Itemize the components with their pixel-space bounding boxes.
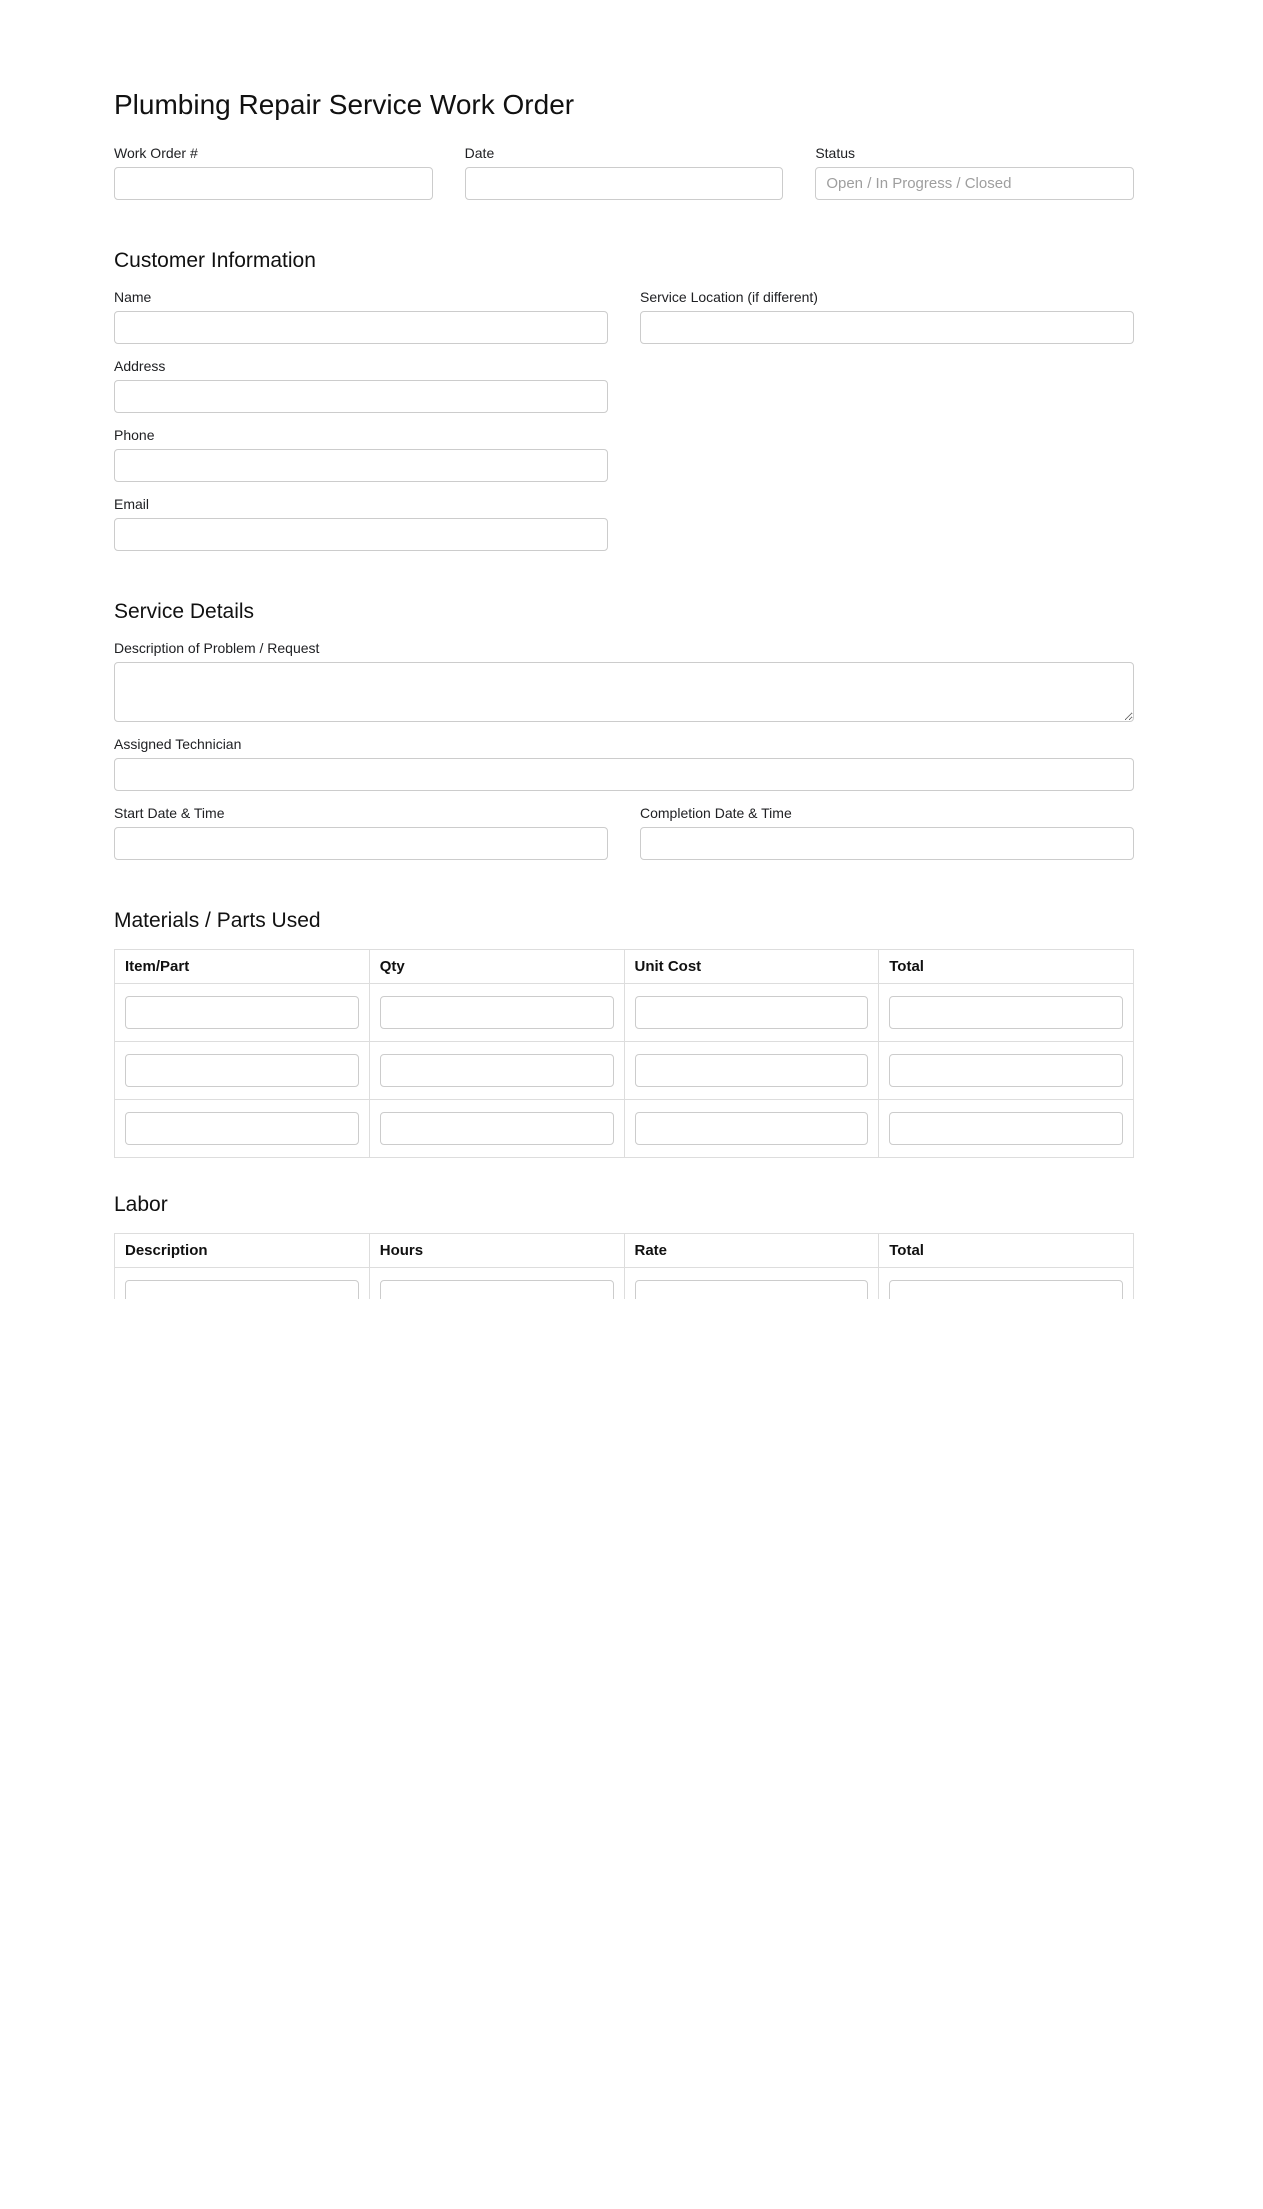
- labor-heading: Labor: [114, 1193, 168, 1216]
- materials-row: [115, 984, 1134, 1042]
- materials-heading: Materials / Parts Used: [114, 909, 321, 932]
- email-label: Email: [114, 496, 150, 512]
- customer-information-grid: [114, 289, 1134, 565]
- labor-table-clipped-viewport: [114, 1233, 1134, 1299]
- labor-hours-input[interactable]: [380, 1280, 614, 1299]
- email-field: [114, 496, 608, 551]
- materials-col-unitcost: Unit Cost: [624, 950, 879, 984]
- technician-label: Assigned Technician: [114, 736, 242, 752]
- start-datetime-input[interactable]: [114, 827, 608, 860]
- work-order-form: [114, 0, 1134, 1299]
- labor-total-input[interactable]: [889, 1280, 1123, 1299]
- labor-col-description: Description: [115, 1234, 370, 1268]
- labor-header-row: [115, 1234, 1134, 1268]
- materials-table: [114, 949, 1134, 1158]
- labor-col-total: Total: [879, 1234, 1134, 1268]
- materials-item-input[interactable]: [125, 1112, 359, 1145]
- materials-qty-input[interactable]: [380, 1054, 614, 1087]
- start-datetime-label: Start Date & Time: [114, 805, 225, 821]
- phone-field: [114, 427, 608, 482]
- page-title: Plumbing Repair Service Work Order: [114, 89, 575, 120]
- service-location-input[interactable]: [640, 311, 1134, 344]
- materials-total-input[interactable]: [889, 1112, 1123, 1145]
- materials-header-row: [115, 950, 1134, 984]
- customer-information-heading: Customer Information: [114, 249, 316, 272]
- date-label: Date: [464, 145, 495, 161]
- email-input[interactable]: [114, 518, 608, 551]
- name-field: [114, 289, 608, 344]
- materials-row: [115, 1042, 1134, 1100]
- completion-datetime-field: [640, 805, 1134, 860]
- materials-item-input[interactable]: [125, 996, 359, 1029]
- status-field: [815, 145, 1134, 200]
- start-datetime-field: [114, 805, 608, 860]
- status-label: Status: [815, 145, 856, 161]
- labor-rate-input[interactable]: [635, 1280, 869, 1299]
- date-input[interactable]: [465, 167, 784, 200]
- labor-description-input[interactable]: [125, 1280, 359, 1299]
- materials-qty-input[interactable]: [380, 1112, 614, 1145]
- address-field: [114, 358, 608, 413]
- phone-label: Phone: [114, 427, 155, 443]
- description-textarea[interactable]: [114, 662, 1134, 722]
- work-order-label: Work Order #: [114, 145, 198, 161]
- address-input[interactable]: [114, 380, 608, 413]
- materials-col-total: Total: [879, 950, 1134, 984]
- completion-datetime-label: Completion Date & Time: [640, 805, 792, 821]
- technician-field: [114, 736, 1134, 791]
- service-details-heading: Service Details: [114, 600, 255, 623]
- service-dates-row: [114, 805, 1134, 874]
- materials-unitcost-input[interactable]: [635, 1054, 869, 1087]
- name-label: Name: [114, 289, 152, 305]
- name-input[interactable]: [114, 311, 608, 344]
- materials-col-qty: Qty: [369, 950, 624, 984]
- materials-row: [115, 1100, 1134, 1158]
- work-order-field: [114, 145, 433, 200]
- customer-right-column: [640, 289, 1134, 358]
- description-label: Description of Problem / Request: [114, 640, 320, 656]
- top-fields-row: [114, 145, 1134, 214]
- status-input[interactable]: [815, 167, 1134, 200]
- technician-input[interactable]: [114, 758, 1134, 791]
- labor-table: [114, 1233, 1134, 1299]
- labor-row: [115, 1268, 1134, 1300]
- materials-unitcost-input[interactable]: [635, 1112, 869, 1145]
- materials-unitcost-input[interactable]: [635, 996, 869, 1029]
- service-location-label: Service Location (if different): [640, 289, 818, 305]
- materials-item-input[interactable]: [125, 1054, 359, 1087]
- materials-qty-input[interactable]: [380, 996, 614, 1029]
- description-field: [114, 640, 1134, 722]
- phone-input[interactable]: [114, 449, 608, 482]
- date-field: [465, 145, 784, 200]
- address-label: Address: [114, 358, 166, 374]
- labor-col-rate: Rate: [624, 1234, 879, 1268]
- work-order-input[interactable]: [114, 167, 433, 200]
- labor-col-hours: Hours: [369, 1234, 624, 1268]
- materials-total-input[interactable]: [889, 996, 1123, 1029]
- service-location-field: [640, 289, 1134, 344]
- customer-left-column: [114, 289, 608, 565]
- materials-col-item: Item/Part: [115, 950, 370, 984]
- materials-total-input[interactable]: [889, 1054, 1123, 1087]
- completion-datetime-input[interactable]: [640, 827, 1134, 860]
